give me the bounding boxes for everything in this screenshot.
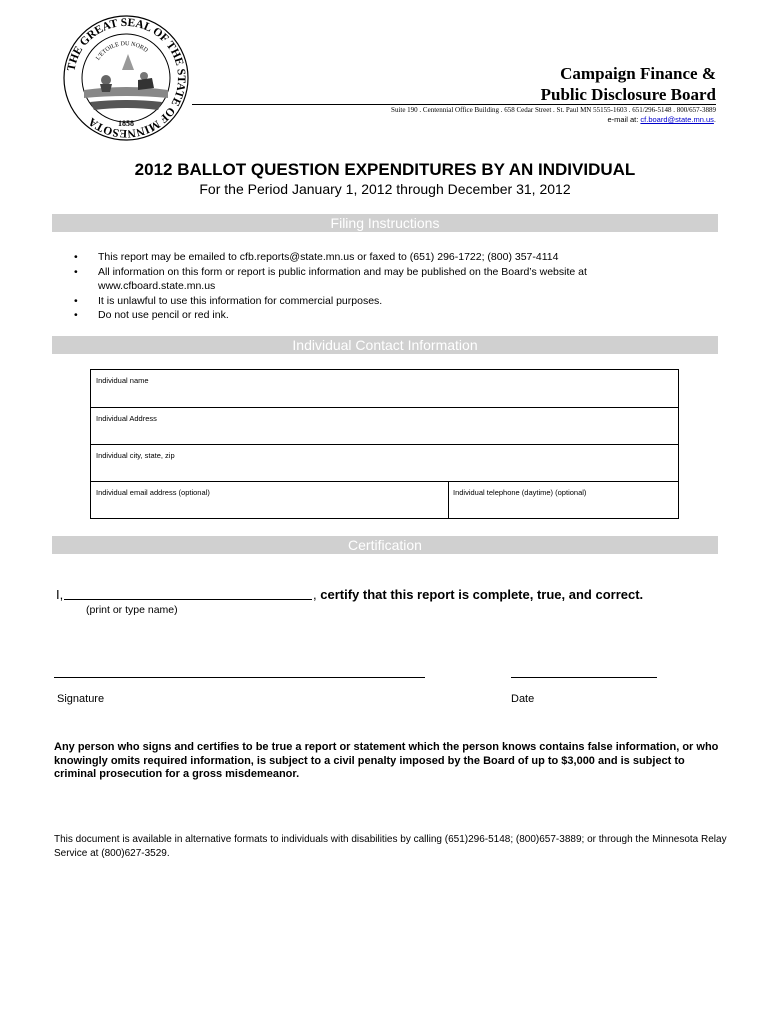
seal-year: 1858 xyxy=(118,119,134,128)
print-name-hint: (print or type name) xyxy=(86,604,178,616)
filing-instructions-list xyxy=(56,250,696,323)
address-field-label: Individual Address xyxy=(96,414,157,423)
list-item: • All information on this form or report is public information and may be published on the Board’s website at www.cfboard.state.mn.us xyxy=(56,265,696,294)
email-suffix: . xyxy=(713,115,716,124)
city-state-zip-field[interactable] xyxy=(91,445,678,482)
contact-info-heading: Individual Contact Information xyxy=(52,336,718,354)
board-email-link[interactable]: cf.board@state.mn.us xyxy=(640,115,714,124)
form-title: 2012 BALLOT QUESTION EXPENDITURES BY AN INDIVIDUAL xyxy=(134,160,636,179)
list-item: • It is unlawful to use this information for commercial purposes. xyxy=(56,294,696,309)
header-rule xyxy=(192,104,716,105)
board-address: Suite 190 . Centennial Office Building . 658 Cedar Street . St. Paul MN 55155-1603 . 651/296-5148 . 800/657-3889 xyxy=(391,106,716,114)
phone-field-label: Individual telephone (daytime) (optional) xyxy=(453,488,587,497)
email-field-label: Individual email address (optional) xyxy=(96,488,210,497)
list-item: • Do not use pencil or red ink. xyxy=(56,308,696,323)
form-period: For the Period January 1, 2012 through December 31, 2012 xyxy=(199,181,571,197)
penalty-notice: Any person who signs and certifies to be true a report or statement which the person knows contains false information, or who knowingly omits required information, is subject to a civil penalty imposed by the Board of up to $3,000 and is subject to criminal prosecution for a gross misdemeanor. xyxy=(54,741,719,780)
signature-line[interactable] xyxy=(54,677,425,678)
name-field[interactable] xyxy=(91,370,678,408)
seal-motto: L'ETOILE DU NORD xyxy=(95,41,149,62)
svg-text:L'ETOILE DU NORD xyxy=(95,41,149,62)
cert-statement-line xyxy=(313,587,643,602)
email-field[interactable] xyxy=(91,482,448,519)
email-phone-row xyxy=(91,482,678,519)
state-seal-icon xyxy=(62,14,190,142)
org-name-line-1: Campaign Finance & xyxy=(560,64,716,83)
date-line[interactable] xyxy=(511,677,657,678)
certifier-name-blank[interactable] xyxy=(64,599,312,600)
name-field-label: Individual name xyxy=(96,376,149,385)
seal-ring-text: THE GREAT SEAL OF THE STATE OF MINNESOTA xyxy=(65,16,188,140)
filing-instructions-heading: Filing Instructions xyxy=(52,214,718,232)
city-state-zip-label: Individual city, state, zip xyxy=(96,451,175,460)
date-label: Date xyxy=(511,693,535,705)
address-field[interactable] xyxy=(91,408,678,445)
contact-info-form xyxy=(90,369,679,519)
cert-prefix: I, xyxy=(56,587,64,602)
list-item: • This report may be emailed to cfb.reports@state.mn.us or faxed to (651) 296-1722; (800) 357-4114 xyxy=(56,250,696,265)
board-email-line xyxy=(607,115,716,124)
signature-label: Signature xyxy=(57,693,105,705)
cert-statement: certify that this report is complete, true, and correct. xyxy=(320,587,644,602)
certification-heading: Certification xyxy=(52,536,718,554)
phone-field[interactable] xyxy=(448,482,678,519)
cert-comma: , xyxy=(313,587,317,602)
accessibility-notice: This document is available in alternative formats to individuals with disabilities by calling (651)296-5148; (800)657-3889; or through the Minnesota Relay Service at (800)627-3529. xyxy=(54,834,727,859)
org-name-line-2: Public Disclosure Board xyxy=(540,85,716,104)
email-prefix: e-mail at: xyxy=(607,115,639,124)
